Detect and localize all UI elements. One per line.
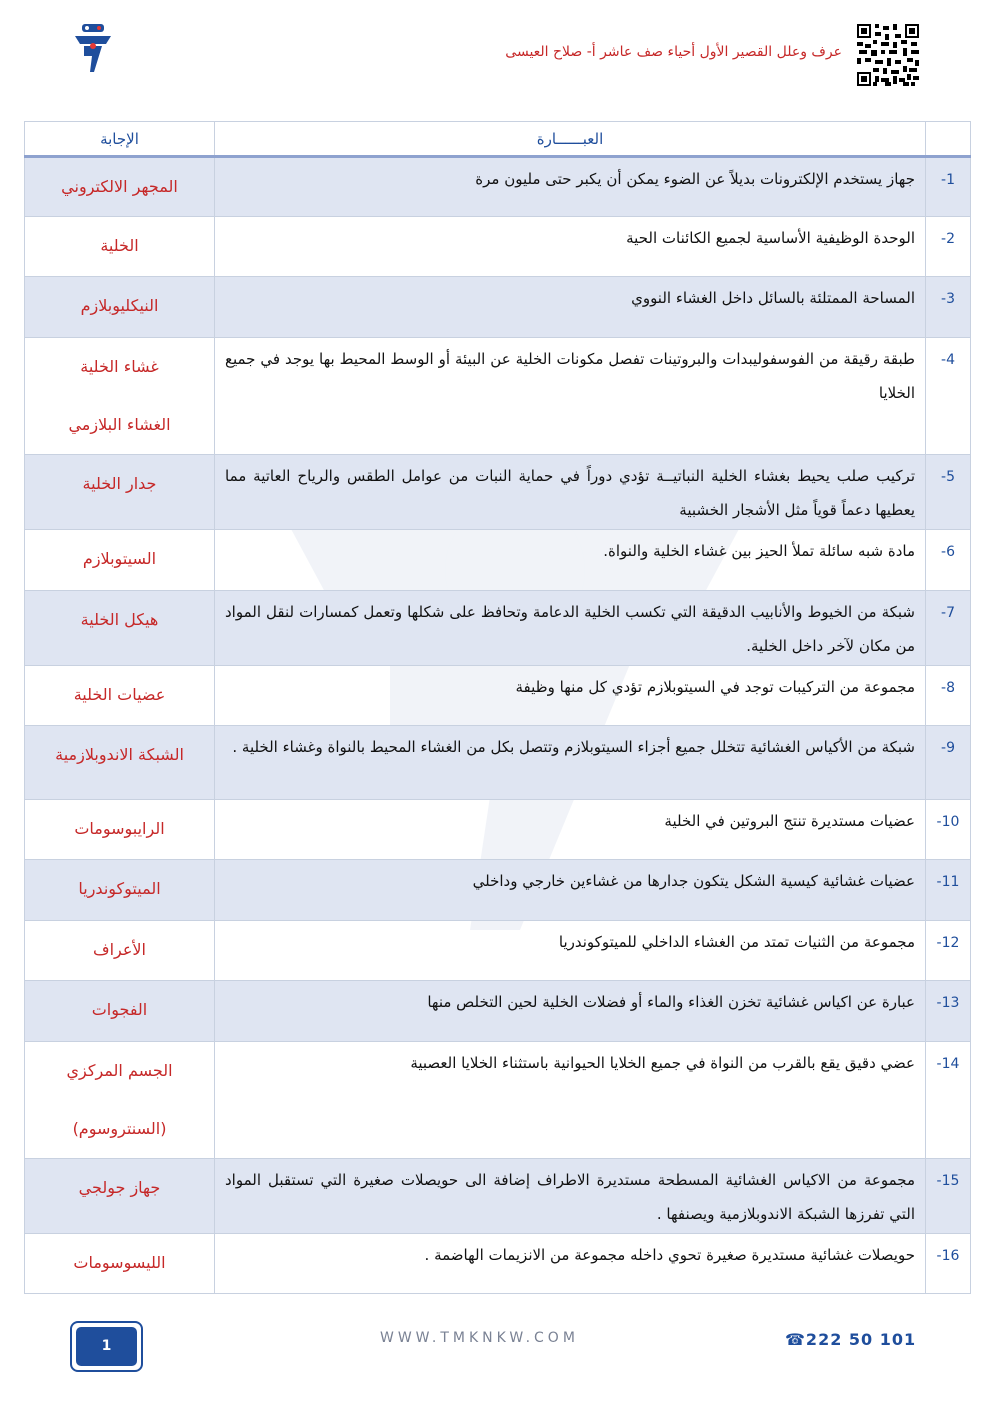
header-number [926, 122, 971, 157]
row-statement: شبكة من الخيوط والأنابيب الدقيقة التي تكسب الخلية الدعامة وتحافظ على شكلها وتعمل كمسارات لنقل المواد من مكان لآخر داخل الخلية. [215, 591, 926, 666]
phone-number: ☎222 50 101 [785, 1330, 917, 1349]
row-statement: مجموعة من الثنيات تمتد من الغشاء الداخلي للميتوكوندريا [215, 921, 926, 981]
row-answer [25, 860, 215, 921]
page-title: عرف وعلل القصير الأول أحياء صف عاشر أ- صلاح العيسى [505, 44, 842, 60]
row-number: 10- [926, 800, 971, 860]
header-answer: الإجابة [25, 122, 215, 157]
row-statement: جهاز يستخدم الإلكترونات بديلاً عن الضوء يمكن أن يكبر حتى مليون مرة [215, 157, 926, 217]
row-number: 8- [926, 666, 971, 726]
row-statement: عضيات مستديرة تنتج البروتين في الخلية [215, 800, 926, 860]
answer-text: هيكل الخلية [80, 610, 159, 629]
row-statement: طبقة رقيقة من الفوسفوليبدات والبروتينات تفصل مكونات الخلية عن البيئة أو الوسط المحيط بها يوجد في جميع الخلايا [215, 338, 926, 455]
row-answer [25, 1159, 215, 1234]
row-answer [25, 157, 215, 217]
row-answer [25, 981, 215, 1042]
qr-code-icon [857, 24, 919, 86]
row-statement: مجموعة من التركيبات توجد في السيتوبلازم تؤدي كل منها وظيفة [215, 666, 926, 726]
table-row [25, 726, 971, 800]
row-number: 4- [926, 338, 971, 455]
row-answer [25, 726, 215, 800]
row-number: 6- [926, 530, 971, 591]
answer-text: الرايبوسومات [74, 819, 165, 838]
row-answer [25, 1234, 215, 1294]
answer-text: الشبكة الاندوبلازمية [55, 745, 184, 764]
row-answer [25, 217, 215, 277]
row-statement: شبكة من الأكياس الغشائية تتخلل جميع أجزاء السيتوبلازم وتتصل بكل من الغشاء المحيط بالنواة وغشاء الخلية . [215, 726, 926, 800]
answer-text: جهاز جولجي [78, 1178, 161, 1197]
row-number: 15- [926, 1159, 971, 1234]
page-number-badge [70, 1321, 143, 1372]
answer-text: الميتوكوندريا [78, 879, 161, 898]
row-answer [25, 666, 215, 726]
answer-text: جدار الخلية [82, 474, 157, 493]
row-number: 14- [926, 1042, 971, 1159]
answer-text-alt: الغشاء البلازمي [68, 415, 171, 434]
answer-text-alt: (السنتروسوم) [72, 1119, 167, 1138]
row-answer [25, 800, 215, 860]
page-header [0, 18, 992, 98]
row-number: 12- [926, 921, 971, 981]
row-statement: مادة شبه سائلة تملأ الحيز بين غشاء الخلية والنواة. [215, 530, 926, 591]
row-number: 2- [926, 217, 971, 277]
table-row [25, 157, 971, 217]
table-header-row [25, 122, 971, 157]
row-statement: تركيب صلب يحيط بغشاء الخلية النباتيــة تؤدي دوراً في حماية النبات من عوامل الطقس والرياح العاتية مما يعطيها دعماً قوياً مثل الأشجار الخشبية [215, 455, 926, 530]
brand-logo [70, 22, 116, 76]
row-answer [25, 921, 215, 981]
answer-text: الأعراف [93, 940, 146, 959]
row-number: 16- [926, 1234, 971, 1294]
definitions-table [24, 121, 971, 1294]
table-row [25, 666, 971, 726]
table-row [25, 1159, 971, 1234]
row-answer [25, 338, 215, 455]
answer-text: الليسوسومات [73, 1253, 166, 1272]
answer-text: الفجوات [91, 1000, 148, 1019]
row-statement: عضيات غشائية كيسية الشكل يتكون جدارها من غشاءين خارجي وداخلي [215, 860, 926, 921]
row-number: 7- [926, 591, 971, 666]
row-number: 13- [926, 981, 971, 1042]
table-row [25, 217, 971, 277]
row-statement: عبارة عن اكياس غشائية تخزن الغذاء والماء أو فضلات الخلية لحين التخلص منها [215, 981, 926, 1042]
answer-text: عضيات الخلية [73, 685, 166, 704]
row-statement: الوحدة الوظيفية الأساسية لجميع الكائنات الحية [215, 217, 926, 277]
row-statement: عضي دقيق يقع بالقرب من النواة في جميع الخلايا الحيوانية باستثناء الخلايا العصبية [215, 1042, 926, 1159]
table-row [25, 860, 971, 921]
row-answer [25, 277, 215, 338]
table-row [25, 455, 971, 530]
table-row [25, 530, 971, 591]
answer-text: الخلية [100, 236, 139, 255]
row-answer [25, 591, 215, 666]
row-answer [25, 455, 215, 530]
table-row [25, 338, 971, 455]
row-statement: مجموعة من الاكياس الغشائية المسطحة مستديرة الاطراف إضافة الى حويصلات صغيرة التي تستقبل المواد التي تفرزها الشبكة الاندوبلازمية ويصنفها . [215, 1159, 926, 1234]
table-row [25, 1234, 971, 1294]
answer-text: الجسم المركزي [66, 1061, 173, 1080]
row-statement: حويصلات غشائية مستديرة صغيرة تحوي داخله مجموعة من الانزيمات الهاضمة . [215, 1234, 926, 1294]
row-number: 9- [926, 726, 971, 800]
table-row [25, 1042, 971, 1159]
row-answer [25, 1042, 215, 1159]
table-row [25, 981, 971, 1042]
table-row [25, 591, 971, 666]
row-answer [25, 530, 215, 591]
header-statement: العبــــــارة [215, 122, 926, 157]
page-number: 1 [76, 1327, 137, 1366]
answer-text: السيتوبلازم [82, 549, 157, 568]
answer-text: غشاء الخلية [80, 357, 159, 376]
row-number: 11- [926, 860, 971, 921]
website-link[interactable]: WWW.TMKNKW.COM [380, 1330, 579, 1346]
table-row [25, 921, 971, 981]
answer-text: النيكليوبلازم [80, 296, 159, 315]
row-number: 5- [926, 455, 971, 530]
answer-text: المجهر الالكتروني [61, 177, 178, 196]
table-row [25, 277, 971, 338]
row-number: 1- [926, 157, 971, 217]
table-row [25, 800, 971, 860]
row-statement: المساحة الممتلئة بالسائل داخل الغشاء النووي [215, 277, 926, 338]
row-number: 3- [926, 277, 971, 338]
